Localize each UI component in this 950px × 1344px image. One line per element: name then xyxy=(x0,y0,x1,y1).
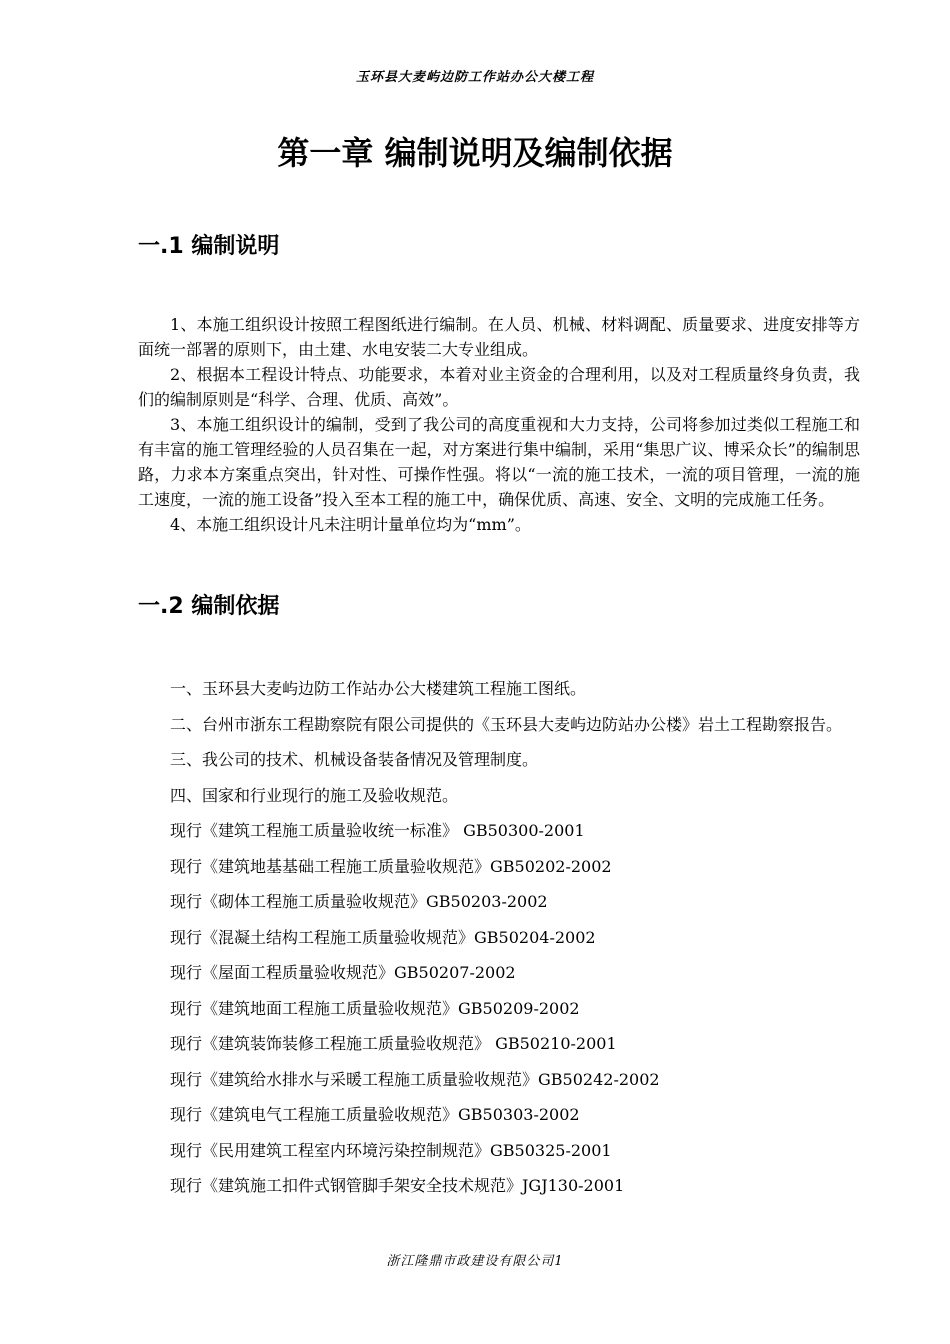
list-item: 现行《建筑施工扣件式钢管脚手架安全技术规范》JGJ130-2001 xyxy=(170,1176,625,1195)
list-item: 四、国家和行业现行的施工及验收规范。 xyxy=(170,785,459,805)
list-item: 现行《建筑工程施工质量验收统一标准》 GB50300-2001 xyxy=(170,821,585,840)
section-heading-compilation-basis: 一.2 编制依据 xyxy=(138,594,280,619)
list-item: 现行《建筑电气工程施工质量验收规范》GB50303-2002 xyxy=(170,1105,580,1124)
running-header: 玉环县大麦屿边防工作站办公大楼工程 xyxy=(355,70,594,85)
list-item: 现行《屋面工程质量验收规范》GB50207-2002 xyxy=(170,963,516,982)
list-item: 三、我公司的技术、机械设备装备情况及管理制度。 xyxy=(170,750,539,769)
compilation-basis-list xyxy=(138,671,860,1204)
list-item: 现行《民用建筑工程室内环境污染控制规范》GB50325-2001 xyxy=(170,1140,612,1160)
compilation-notes-body xyxy=(138,312,860,537)
paragraph: 4、本施工组织设计凡未注明计量单位均为“mm”。 xyxy=(170,515,531,534)
paragraph: 2、根据本工程设计特点、功能要求，本着对业主资金的合理利用，以及对工程质量终身负责，我们的编制原则是“科学、合理、优质、高效”。 xyxy=(138,365,860,409)
list-item: 一、玉环县大麦屿边防工作站办公大楼建筑工程施工图纸。 xyxy=(170,679,587,698)
paragraph: 3、本施工组织设计的编制，受到了我公司的高度重视和大力支持，公司将参加过类似工程施工和有丰富的施工管理经验的人员召集在一起，对方案进行集中编制，采用“集思广议、博采众长”的编制思路，力求本方案重点突出，针对性、可操作性强。将以“一流的施工技术，一流的项目管理，一流的施工速度，一流的施工设备”投入至本工程的施工中，确保优质、高速、安全、文明的完成施工任务。 xyxy=(138,415,860,509)
list-item: 现行《建筑地面工程施工质量验收规范》GB50209-2002 xyxy=(170,998,580,1018)
running-footer: 浙江隆鼎市政建设有限公司1 xyxy=(386,1254,564,1269)
chapter-title: 第一章 编制说明及编制依据 xyxy=(277,134,673,172)
list-item: 现行《砌体工程施工质量验收规范》GB50203-2002 xyxy=(170,892,548,911)
paragraph: 1、本施工组织设计按照工程图纸进行编制。在人员、机械、材料调配、质量要求、进度安排等方面统一部署的原则下，由土建、水电安装二大专业组成。 xyxy=(138,315,860,359)
list-item: 二、台州市浙东工程勘察院有限公司提供的《玉环县大麦屿边防站办公楼》岩土工程勘察报告。 xyxy=(170,714,843,734)
list-item: 现行《建筑给水排水与采暖工程施工质量验收规范》GB50242-2002 xyxy=(170,1069,660,1089)
list-item: 现行《建筑装饰装修工程施工质量验收规范》 GB50210-2001 xyxy=(170,1034,617,1053)
section-heading-compilation-notes: 一.1 编制说明 xyxy=(138,234,280,259)
list-item: 现行《混凝土结构工程施工质量验收规范》GB50204-2002 xyxy=(170,927,596,947)
list-item: 现行《建筑地基基础工程施工质量验收规范》GB50202-2002 xyxy=(170,856,612,876)
